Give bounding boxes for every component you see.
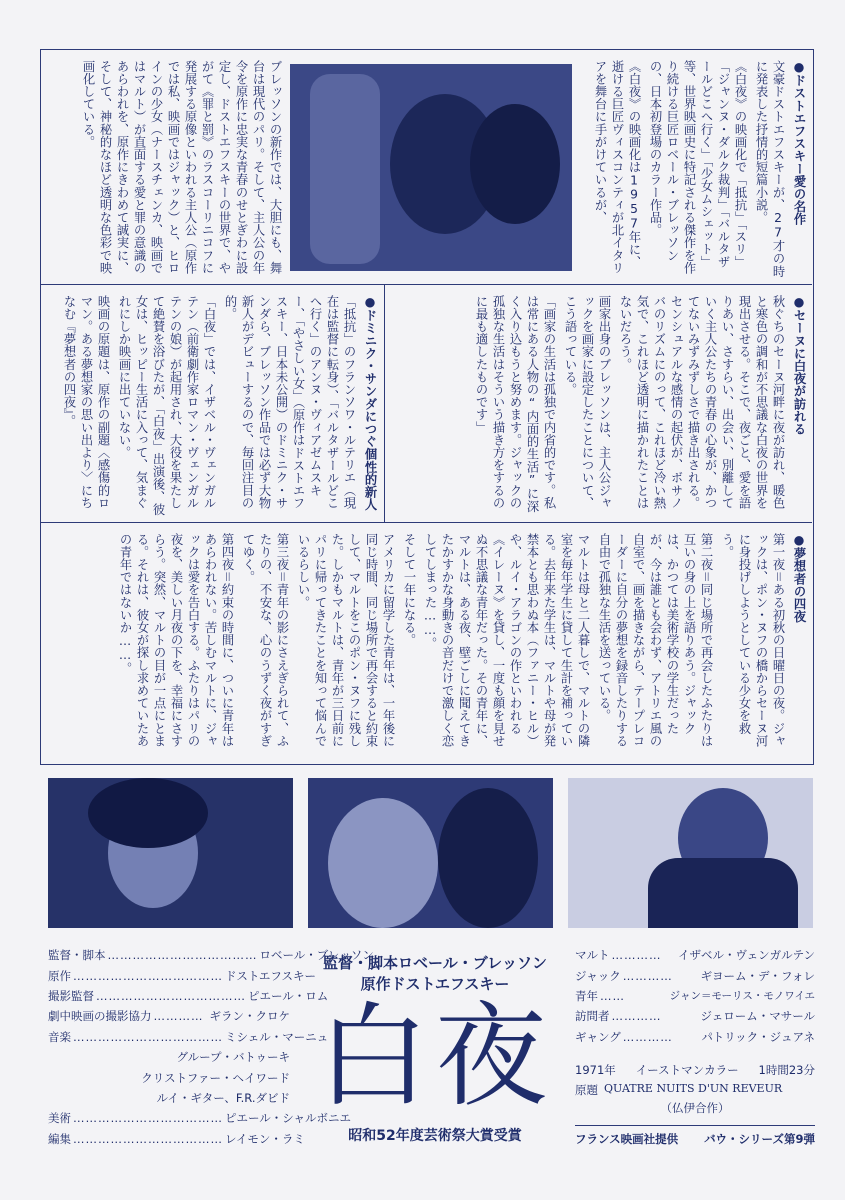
photo-shade <box>470 104 560 224</box>
leader-dots: ………… <box>622 968 673 983</box>
credit-role: 美術 <box>48 1111 71 1126</box>
photo-shade <box>648 858 798 928</box>
info-year: 1971年 <box>575 1063 616 1077</box>
paragraph: 「白夜」では、イザベル・ヴェンガルテン（前衛劇作家ロマン・ヴェンガルテンの娘）が起用され、大役を果たして絶賛を浴びたが、「白夜」出演後、彼女は、ヒッピー生活に入って、気まぐれにしか映画に出ていない。 <box>117 295 216 516</box>
paragraph: ブレッソンの新作では、大胆にも、舞台は現代のパリ。そして、主人公の年令を原作に忠実な青春のせとぎわに設定し、ドストエフスキーの世界で、やがて《罪と罰》のラスコーリニコフに発展する原像といわれる主人公（原作では私、映画ではジャック）と、ヒロインの少女（ナースチェンカ、映画ではマルト）が直面する愛と罪の意識のあらわれを、原作にきわめて誠実に、そして、神秘的なほど透明な色彩で映画化している。 <box>81 60 282 275</box>
leader-dots: ……………………………… <box>73 1029 223 1044</box>
cast-name: イザベル・ヴェンガルテン <box>678 948 815 963</box>
info-runtime: 1時間23分 <box>758 1063 815 1077</box>
divider-row1 <box>40 284 812 285</box>
paragraph: マルトは母と二人暮しで、マルトの隣室を毎年学生に貸して生計を補っている。去年来た学生は、マルトや母が発禁本とも思わぬ本（ファニー・ヒル）や、ルイ・アラゴンの作といわれる《イレーヌ》を貸し、一度も顔を見せぬ不思議な青年だった。その青年に、マルトは、ある夜、壁ごしに聞えてきたかすかな身動きの音だけで激しく恋してしまった……。 <box>423 533 590 748</box>
info-divider <box>575 1125 815 1126</box>
heading-seine: ●セーヌに白夜が訪れる <box>792 295 806 436</box>
credit-row <box>48 1108 352 1128</box>
info-color: イーストマンカラー <box>635 1063 739 1077</box>
paragraph: そして一年になる。 <box>402 533 416 647</box>
paragraph: 《白夜》の映画化は1957年に、逝ける巨匠ヴィスコンティが北イタリアを舞台に手がけているが、 <box>593 60 641 275</box>
paragraph: 映画の原題は、原作の副題〈感傷的ロマン。ある夢想家の思い出より〉にちなむ『夢想者の四夜』。 <box>62 295 110 510</box>
column-newcomer <box>48 295 378 517</box>
cast-role: マルト <box>575 948 610 963</box>
cast-row <box>575 1027 815 1047</box>
still-photo-couple <box>290 64 572 271</box>
cast-name: ジャン＝モーリス・モノワイエ <box>669 990 815 1003</box>
cast-role: ジャック <box>575 968 621 983</box>
paragraph: 《白夜》の映画化で「抵抗」「スリ」「ジャンヌ・ダルク裁判」「バルタザールどこへ行く」「少女ムシェット」等、世界映画史に特記される傑作を作り続ける巨匠ロベール・ブレッソンの、日本初登場のカラー作品。 <box>648 60 747 275</box>
paragraph: 秋ぐちのセーヌ河畔に夜が訪れ、暖色と寒色の調和が不思議な白夜の世界を現出させる。そこで、夜ごと、愛を語りあい、さすらい、出会い、別離していく主人公たちの青春の心象が、かつてないみずみずしさで描き出される。センシュアルな感情の起伏が、ボサノバのリズムにのって、これほど冷い熱気で、これほど透明に描かれたことはないだろう。 <box>618 295 785 510</box>
credit-row <box>48 1027 329 1047</box>
divider-row2 <box>40 522 812 523</box>
column-bresson-new <box>48 60 283 278</box>
paragraph: 文豪ドストエフスキーが、27才の時に発表した抒情的短篇小説。 <box>754 60 785 278</box>
leader-dots: ……………………………… <box>73 1131 223 1146</box>
credit-name: ミシェル・マーニュ <box>225 1029 329 1044</box>
paragraph: アメリカに留学した青年は、一年後に同じ時間、同じ場所で再会すると約束して、マルトをこのポン・ヌフに残した。しかもマルトは、青年が三日前にパリに帰ってきたことを知って悩んでいるらしい。 <box>296 533 395 748</box>
info-original-title: QUATRE NUITS D'UN REVEUR <box>604 1082 783 1095</box>
center-credit-director: 監督・脚本ロベール・ブレッソン <box>323 954 547 972</box>
cast-name: ジェローム・マサール <box>700 1009 815 1024</box>
credit-row <box>48 1129 305 1149</box>
credit-name: ギラン・クロケ <box>209 1009 290 1024</box>
cast-name: ギヨーム・デ・フォレ <box>700 968 815 983</box>
paragraph: 第一夜＝ある初秋の日曜日の夜。ジャックは、ポン・ヌフの橋からセーヌ河に身投げしようとしている少女を救う。 <box>720 533 785 748</box>
leader-dots: ………… <box>153 1009 204 1024</box>
info-row <box>575 1082 815 1100</box>
photo-shade <box>88 778 208 848</box>
leader-dots: ………… <box>611 948 662 963</box>
credit-name: ロベール・ブレッソン <box>259 948 374 963</box>
cast-role: 訪問者 <box>575 1009 610 1024</box>
still-photo-embrace <box>308 778 553 928</box>
heading-dostoevsky: ●ドストエフスキー愛の名作 <box>792 60 806 226</box>
distributor-text: フランス映画社提供 <box>575 1132 679 1146</box>
credit-row <box>48 945 374 965</box>
credit-name: ルイ・ギター、F.R.ダビド <box>156 1090 290 1105</box>
paragraph: 「画家の生活は孤独で内省的です。私は常にある人物の“内面的生活”に深く入り込もうと努めます。ジャックの孤独な生活はそういう描き方をするのに最も適したものです」 <box>474 295 556 513</box>
photo-shade <box>328 798 438 928</box>
still-photo-woman <box>48 778 293 928</box>
credits-list <box>48 945 374 1149</box>
paragraph: 「抵抗」のフランソワ・ルテリエ（現在は監督に転身）、「バルタザールどこへ行く」のアンヌ・ヴィアゼムスキー、「やさしい女」（原作はドストエフスキー、日本未公開）のドミニク・サンダら、ブレッソン作品では必ず大物新人がデビューするので、毎回注目の的。 <box>223 295 356 510</box>
film-title: 白夜 <box>317 992 553 1122</box>
distribution-line <box>575 1131 815 1147</box>
center-credit-author: 原作ドストエフスキー <box>360 975 510 993</box>
paragraph: 画家出身のブレッソンは、主人公ジャックを画家に設定したことについて、こう語っている。 <box>563 295 611 510</box>
credit-name: グループ・バトゥーキ <box>176 1050 290 1065</box>
cast-row <box>575 945 815 965</box>
info-original-label: 原題 <box>575 1083 598 1097</box>
photo-shade <box>438 788 538 928</box>
leader-dots: …… <box>600 988 625 1003</box>
credit-name: クリストファー・ヘイワード <box>141 1070 290 1085</box>
column-dostoevsky <box>582 60 807 278</box>
award-text: 昭和52年度芸術祭大賞受賞 <box>348 1128 522 1144</box>
leader-dots: ………… <box>611 1009 662 1024</box>
leader-dots: ……………………………… <box>96 988 246 1003</box>
cast-role: 青年 <box>575 988 598 1003</box>
credit-name: ピエール・シャルボニエ <box>225 1111 352 1126</box>
credit-row <box>48 1088 290 1108</box>
info-coproduction: （仏伊合作） <box>660 1101 730 1115</box>
divider-mid1 <box>384 284 385 522</box>
series-text: バウ・シリーズ第9弾 <box>704 1132 815 1146</box>
cast-row <box>575 965 815 985</box>
heading-newcomer: ●ドミニク・サンダにつぐ個性的新人 <box>363 295 377 511</box>
paragraph: 第三夜＝青年の影にさえぎられて、ふたりの、不安な、心のうずく夜がすぎてゆく。 <box>241 533 289 748</box>
cast-list <box>575 945 815 1047</box>
credit-row <box>48 1067 290 1087</box>
credit-role: 撮影監督 <box>48 988 94 1003</box>
credit-role: 原作 <box>48 968 71 983</box>
credit-name: ドストエフスキー <box>225 968 316 983</box>
credit-row <box>48 965 316 985</box>
credit-row <box>48 986 329 1006</box>
film-info <box>575 1062 815 1120</box>
credit-role: 音楽 <box>48 1029 71 1044</box>
cast-row <box>575 1006 815 1026</box>
info-row <box>575 1062 815 1082</box>
credit-role: 編集 <box>48 1131 71 1146</box>
credit-role: 劇中映画の撮影協力 <box>48 1009 152 1024</box>
column-seine <box>392 295 807 517</box>
cast-role: ギャング <box>575 1029 621 1044</box>
credit-name: レイモン・ラミ <box>225 1131 305 1146</box>
leader-dots: ………… <box>622 1029 673 1044</box>
credit-role: 監督・脚本 <box>48 948 106 963</box>
paragraph: 第二夜＝同じ場所で再会したふたりは互いの身の上を語りあう。ジャックは、かつては美術学校の学生だったが、今は誰とも会わず、アトリエ風の自室で、画を描きながら、テープレコーダーに自分の夢想を録音したりする自由で孤独な生活を送っている。 <box>597 533 713 748</box>
info-row <box>575 1100 815 1120</box>
credit-name: ピエール・ロム <box>248 988 329 1003</box>
cast-name: パトリック・ジュアネ <box>701 1029 815 1044</box>
leader-dots: ……………………………… <box>73 968 223 983</box>
credit-row <box>48 1047 290 1067</box>
leader-dots: ……………………………… <box>107 948 258 963</box>
cast-row <box>575 986 815 1006</box>
paragraph: 第四夜＝約束の時間に、ついに青年はあらわれない。苦しむマルトに、ジャックは愛を告白する。ふたりはパリの夜を、美しい月夜の下を、幸福にさすらう。突然、マルトの目が一点にとまる。それは、彼女が探し求めていたあの青年ではないか……。 <box>118 533 234 748</box>
photo-shade <box>310 74 380 264</box>
column-four-nights <box>47 533 807 757</box>
heading-four-nights: ●夢想者の四夜 <box>792 533 806 623</box>
leader-dots: ……………………………… <box>73 1111 223 1126</box>
still-photo-man <box>568 778 813 928</box>
credit-row <box>48 1006 290 1026</box>
